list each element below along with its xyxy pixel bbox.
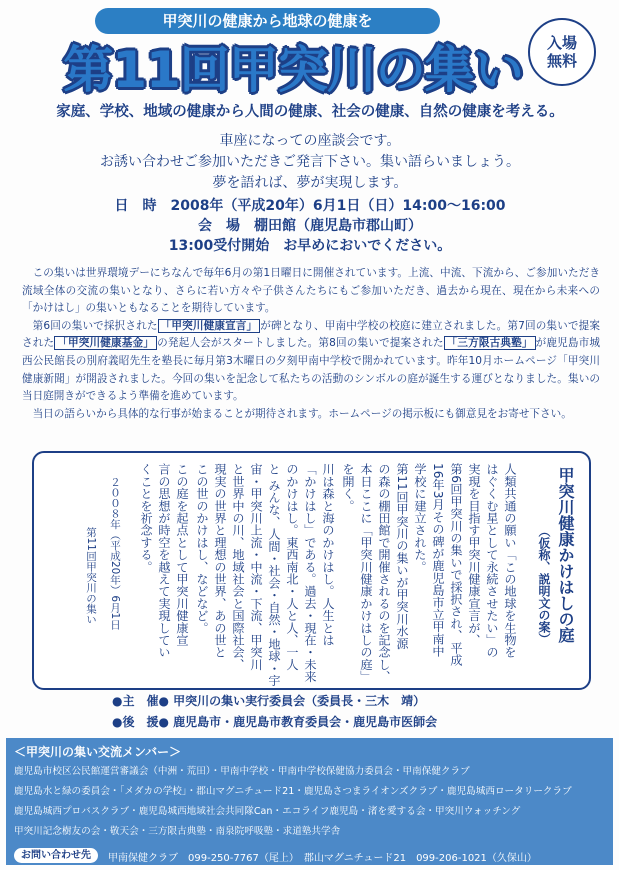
support-row xyxy=(112,713,592,730)
inscription-line: のかけはし。東西南北・人と人、一人 xyxy=(285,463,299,671)
badge-line-2: 無料 xyxy=(546,52,577,70)
free-admission-badge xyxy=(528,18,596,86)
highlight-health-declaration: 「甲突川健康宣言」 xyxy=(158,319,261,333)
inscription-date: ２００８年（平成20年）6月1日 xyxy=(109,477,121,630)
inscription-line: 実現を目指す甲突川健康宣言が、 xyxy=(467,463,481,646)
inscription-line: 本日ここに「甲突川健康かけはしの庭」 xyxy=(359,463,373,683)
host-row xyxy=(112,692,592,709)
member-line: 鹿児島城西プロバスクラブ・鹿児島城西地域社会共同隊Can・エコライフ鹿児島・渚を愛する会・甲突川ウォッチング xyxy=(14,806,521,817)
member-line: 甲突川記念樹友の会・敬天会・三方限古典塾・南泉院呼吸塾・求道塾共学舎 xyxy=(14,826,341,837)
message-line-1: 車座になっての座談会です。 xyxy=(219,133,401,149)
inscription-line: 学校に建立された。 xyxy=(413,463,427,573)
inscription-line: この世のかけはし、などなど。 xyxy=(195,463,209,634)
highlight-health-fund: 「甲突川健康基金」 xyxy=(54,336,157,350)
inscription-line: 人類共通の願い「この地球を生物を xyxy=(503,463,517,659)
highlight-classics-school: 「三方限古典塾」 xyxy=(444,336,536,350)
inscription-line: 宙・甲突川上流・中流・下流、甲突川 xyxy=(249,463,263,671)
body-paragraph-3: 当日の語らいから具体的な行事が始まることが期待されます。ホームページの掲示板にも御意見をお寄せ下さい。 xyxy=(32,407,572,420)
inscription-box xyxy=(32,451,591,690)
event-reception: 13:00受付開始 お早めにおいでください。 xyxy=(168,238,452,254)
contact-info: 甲南保健クラブ 099-250-7767（尾上） 郡山マグニチュード21 099-206-1021（久保山） xyxy=(108,853,537,864)
event-title: 第11回甲突川の集い xyxy=(63,41,523,99)
event-date: 日 時 2008年（平成20年）6月1日（日）14:00〜16:00 xyxy=(114,198,506,214)
message-line-2: お誘い合わせご参加いただきご発言下さい。集い語らいましょう。 xyxy=(100,154,520,170)
contact-label: お問い合わせ先 xyxy=(14,848,98,863)
inscription-line: 現実の世界と理想の世界、あの世と xyxy=(213,463,227,659)
inscription-line: 16年3月その碑が鹿児島市立甲南中 xyxy=(431,463,445,658)
inscription-line: の森の棚田館で開催されるのを記念し、 xyxy=(377,463,391,683)
inscription-signer: 第11回甲突川の集い xyxy=(85,527,97,625)
inscription-line: と みんな、人間・社会・自然・地球・宇 xyxy=(267,463,281,687)
inscription-line: 言の思想が時空を越えて実現してい xyxy=(157,463,171,659)
badge-line-1: 入場 xyxy=(546,34,577,52)
body-text xyxy=(22,265,600,423)
inscription-line: この庭を起点として甲突川健康宣 xyxy=(175,463,189,646)
inscription-line: くことを祈念する。 xyxy=(139,463,153,573)
member-line: 鹿児島市校区公民館運営審議会（中洲・荒田）・甲南中学校・甲南中学校保健協力委員会・甲南保健クラブ xyxy=(14,766,470,777)
theme-subtitle: 家庭、学校、地域の健康から人間の健康、社会の健康、自然の健康を考える。 xyxy=(56,104,564,120)
body-paragraph-1: この集いは世界環境デーにちなんで毎年6月の第1日曜日に開催されています。上流、中流、下流から、ご参加いただき流域全体の交流の集いとなり、さらに若い方々や子供さんたちにもご参加いただき、過去から現在、現在から未来への「かけはし」の集いともなることを期待しています。 xyxy=(22,267,600,315)
host-label: ●主 催● xyxy=(112,694,169,708)
inscription-line: はぐくむ星として永続させたい」の xyxy=(485,463,499,659)
inscription-line: 第6回甲突川の集いで採択され、平成 xyxy=(449,463,463,666)
inscription-line: 「かけはし」である。過去・現在・未来 xyxy=(303,463,317,683)
members-title: ＜甲突川の集い交流メンバー＞ xyxy=(14,745,182,759)
tagline-banner: 甲突川の健康から地球の健康を xyxy=(95,8,440,34)
inscription-title: 甲突川健康かけはしの庭 xyxy=(556,467,575,643)
message-line-3: 夢を語れば、夢が実現します。 xyxy=(212,175,408,191)
body-paragraph-2: 第6回の集いで採択された 「甲突川健康宣言」 が碑となり、甲南中学校の校庭に建立されました。第7回の集いで提案された 「甲突川健康基金」 の発起人会がスタートしました。第8回の集いで提案された 「三方限古典塾」 が鹿児島市城西公民館長の別府義昭先生を塾長に毎月第3木曜日の夕刻甲南中学校で開かれています。昨年10月ホームページ「甲突川健康新聞」が開設されました。今回の集いを記念して私たちの活動のシンボルの庭が誕生する運びとなりました。集いの当日庭開きができるよう準備を進めています。 xyxy=(22,319,601,403)
inscription-line: 第11回甲突川の集いが甲突川水源 xyxy=(395,463,409,650)
support-label: ●後 援● xyxy=(112,715,169,729)
host-name: 甲突川の集い実行委員会（委員長・三木 靖） xyxy=(173,694,426,708)
inscription-line: と世界中の川、地域社会と国際社会、 xyxy=(231,463,245,671)
inscription-line: を開く。 xyxy=(341,463,355,512)
inscription-line: 川は森と海のかけはし。人生とは xyxy=(321,463,335,646)
member-line: 鹿児島水と緑の委員会・「メダカの学校」・郡山マグニチュード21・鹿児島さつまライオンズクラブ・鹿児島城西ロータリークラブ xyxy=(14,786,572,797)
inscription-subtitle: （仮称、説明文の案） xyxy=(537,525,551,645)
support-name: 鹿児島市・鹿児島市教育委員会・鹿児島市医師会 xyxy=(173,715,438,729)
event-venue: 会 場 棚田館（鹿児島市郡山町） xyxy=(198,218,422,234)
